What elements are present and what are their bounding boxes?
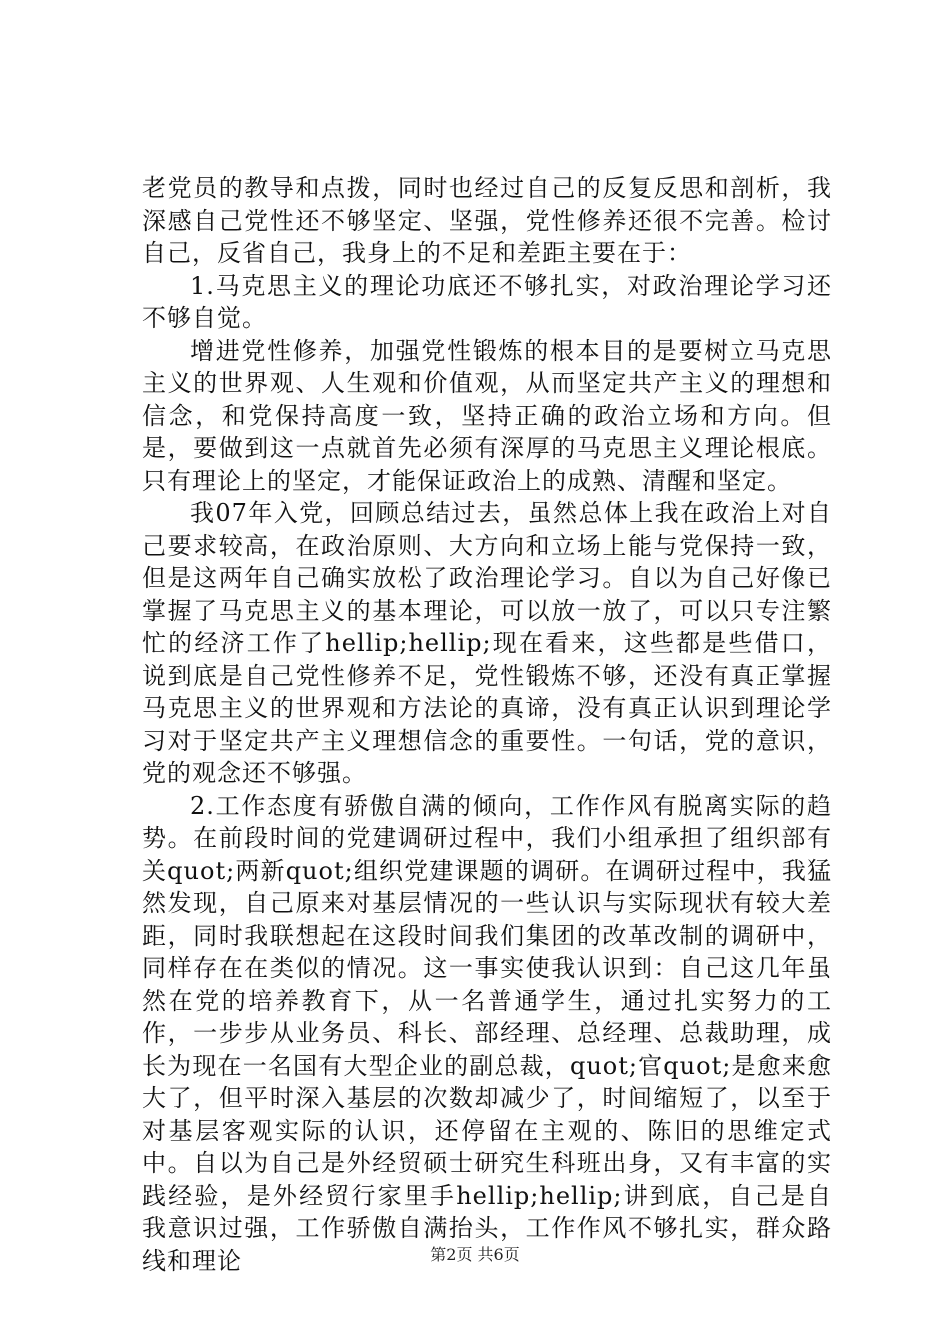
paragraph-point-2: 2.工作态度有骄傲自满的倾向，工作作风有脱离实际的趋势。在前段时间的党建调研过程中，我们小组承担了组织部有关quot;两新quot;组织党建课题的调研。在调研过程中，我猛然发现，自己原来对基层情况的一些认识与实际现状有较大差距，同时我联想起在这段时间我们集团的改革改制的调研中，同样存在在类似的情况。这一事实使我认识到：自己这几年虽然在党的培养教育下，从一名普通学生，通过扎实努力的工作，一步步从业务员、科长、部经理、总经理、总裁助理，成长为现在一名国有大型企业的副总裁，quot;官quot;是愈来愈大了，但平时深入基层的次数却减少了，时间缩短了，以至于对基层客观实际的认识，还停留在主观的、陈旧的思维定式中。自以为自己是外经贸硕士研究生科班出身，又有丰富的实践经验，是外经贸行家里手hellip;hellip;讲到底，自己是自我意识过强，工作骄傲自满抬头，工作作风不够扎实，群众路线和理论 xyxy=(142,791,832,1275)
page-number-footer: 第2页 共6页 xyxy=(430,1245,520,1264)
paragraph-point-1-self-review: 我07年入党，回顾总结过去，虽然总体上我在政治上对自己要求较高，在政治原则、大方向和立场上能与党保持一致，但是这两年自己确实放松了政治理论学习。自以为自己好像已掌握了马克思主义的基本理论，可以放一放了，可以只专注繁忙的经济工作了hellip;hellip;现在看来，这些都是些借口，说到底是自己党性修养不足，党性锻炼不够，还没有真正掌握马克思主义的世界观和方法论的真谛，没有真正认识到理论学习对于坚定共产主义理想信念的重要性。一句话，党的意识，党的观念还不够强。 xyxy=(142,499,832,787)
document-body xyxy=(142,172,832,1277)
paragraph-point-1-heading: 1.马克思主义的理论功底还不够扎实，对政治理论学习还不够自觉。 xyxy=(142,271,832,332)
paragraph-point-1-purpose: 增进党性修养，加强党性锻炼的根本目的是要树立马克思主义的世界观、人生观和价值观，从而坚定共产主义的理想和信念，和党保持高度一致，坚持正确的政治立场和方向。但是，要做到这一点就首先必须有深厚的马克思主义理论根底。只有理论上的坚定，才能保证政治上的成熟、清醒和坚定。 xyxy=(142,336,832,495)
paragraph-intro-continuation: 老党员的教导和点拨，同时也经过自己的反复反思和剖析，我深感自己党性还不够坚定、坚强，党性修养还很不完善。检讨自己，反省自己，我身上的不足和差距主要在于： xyxy=(142,174,832,267)
